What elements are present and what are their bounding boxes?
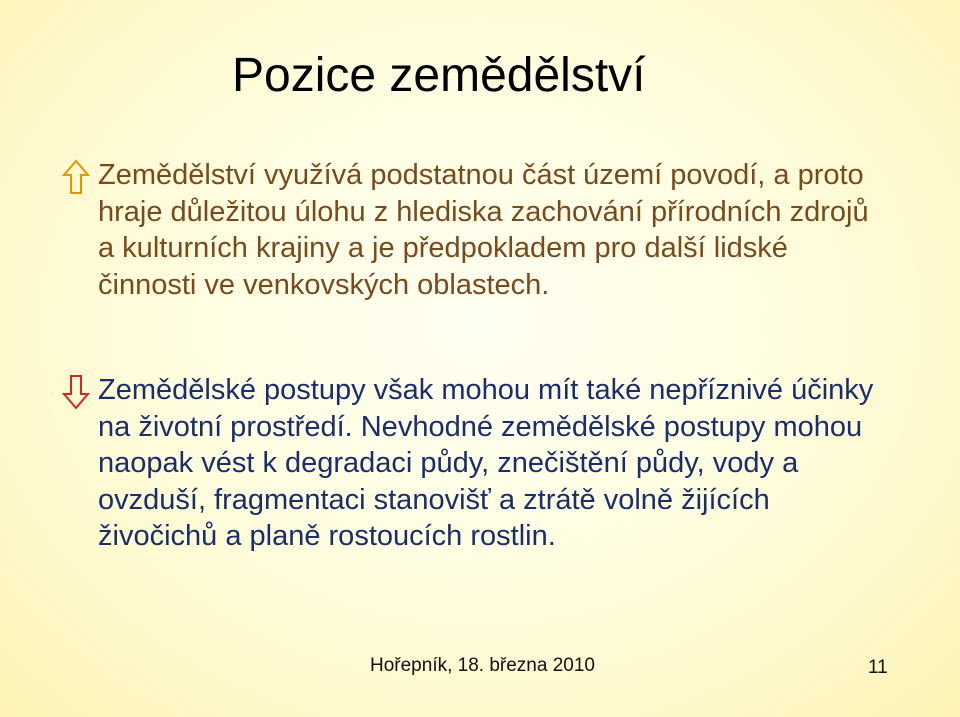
hollow-arrow-up-icon xyxy=(62,159,90,195)
bullet-text: Zemědělské postupy však mohou mít také nepříznivé účinky na životní prostředí. Nevhodné zemědělské postupy mohou naopak vést k degradaci půdy, znečištění půdy, vody a ovzduší, fragmentaci stanovišť a ztrátě volně žijících živočichů a planě rostoucích rostlin. xyxy=(98,374,874,552)
bullet-item-down xyxy=(62,372,882,555)
bullet-item-up xyxy=(62,157,882,303)
bullet-text: Zemědělství využívá podstatnou část území povodí, a proto hraje důležitou úlohu z hlediska zachování přírodních zdrojů a kulturních krajiny a je předpokladem pro další lidské činnosti ve venkovských oblastech. xyxy=(98,159,869,301)
footer-text: Hořepník, 18. března 2010 xyxy=(370,655,595,676)
hollow-arrow-down-icon xyxy=(62,374,90,410)
slide-title: Pozice zemědělství xyxy=(232,49,646,102)
page-number: 11 xyxy=(868,657,888,678)
